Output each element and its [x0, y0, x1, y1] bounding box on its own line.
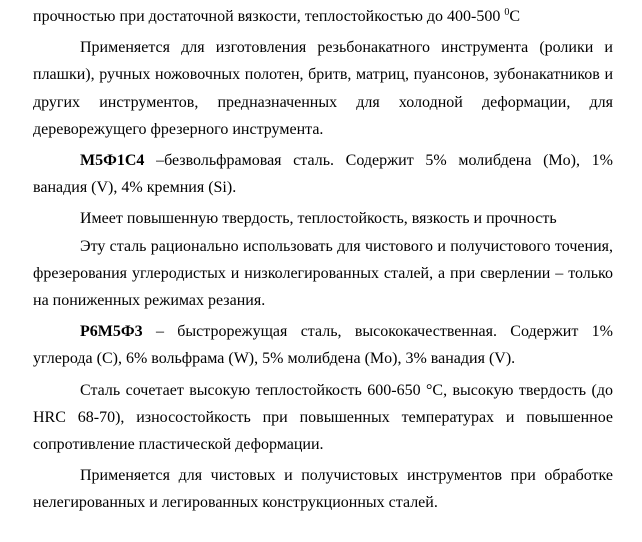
- paragraph-text: Имеет повышенную твердость, теплостойкость, вязкость и прочность: [80, 210, 557, 228]
- paragraph-text: прочностью при достаточной вязкости, теплостойкостью до 400-500: [33, 8, 505, 25]
- steel-grade-m5f1s4: М5Ф1С4: [80, 152, 145, 170]
- paragraph-text: Применяется для изготовления резьбонакатного инструмента (ролики и плашки), ручных ножовочных полотен, бритв, матриц, пуансонов, зубонакатников и других инструментов, предназначенных для холодной деформации, для дереворежущего фрезерного инструмента.: [33, 39, 613, 138]
- paragraph-text: Эту сталь рационально использовать для чистового и получистового точения, фрезерования углеродистых и низколегированных сталей, а при сверлении – только на пониженных режимах резания.: [33, 237, 613, 310]
- paragraph-text: Сталь сочетает высокую теплостойкость 600-650 °С, высокую твердость (до HRC 68-70), износостойкость при повышенных температурах и повышенное сопротивление пластической деформации.: [33, 381, 613, 454]
- paragraph-application-2: [33, 462, 613, 516]
- document-page: [33, 3, 613, 517]
- paragraph-application-1: [33, 34, 613, 143]
- paragraph-text: Применяется для чистовых и получистовых инструментов при обработке нелегированных и легированных конструкционных сталей.: [33, 467, 613, 512]
- paragraph-r6m5f3: [33, 318, 613, 372]
- paragraph-usage: [33, 233, 613, 315]
- paragraph-m5f1s4: [33, 147, 613, 201]
- steel-grade-r6m5f3: Р6М5Ф3: [80, 323, 143, 341]
- paragraph-text: – быстрорежущая сталь, высококачественная. Содержит 1% углерода (C), 6% вольфрама (W), 5% молибдена (Mo), 3% ванадия (V).: [33, 323, 613, 368]
- paragraph-text: –безвольфрамовая сталь. Содержит 5% молибдена (Mo), 1% ванадия (V), 4% кремния (Si).: [33, 152, 613, 197]
- paragraph-combination: [33, 377, 613, 459]
- degree-superscript: 0: [504, 7, 510, 18]
- paragraph-properties: [33, 205, 613, 232]
- paragraph-heat-resistance: [33, 3, 613, 30]
- unit-text: С: [509, 8, 521, 25]
